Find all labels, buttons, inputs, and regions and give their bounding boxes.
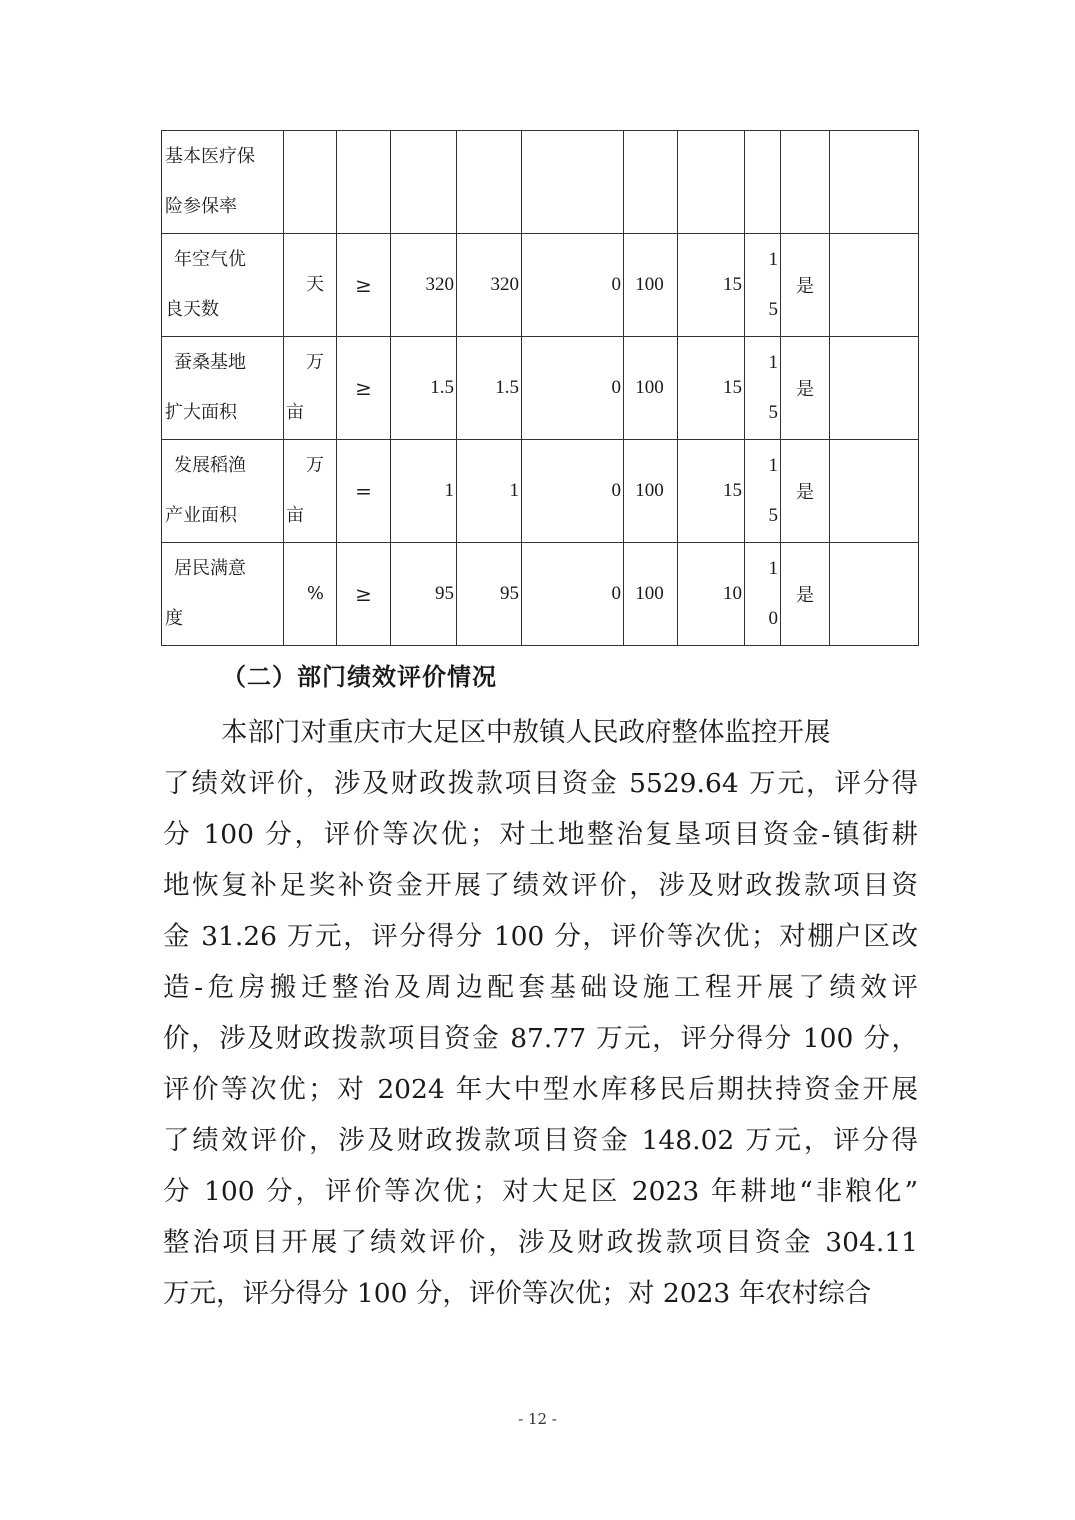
unit-line1: 万 <box>306 352 324 373</box>
indicator-name-cell <box>162 440 284 543</box>
performance-indicator-table <box>161 130 919 646</box>
score-rate-cell: 100 <box>624 337 678 440</box>
paragraph-line: 万元，评分得分 100 分，评价等次优；对 2023 年农村综合 <box>163 1278 872 1309</box>
score-rate-cell: 100 <box>624 543 678 646</box>
operator-cell: ≥ <box>337 543 391 646</box>
paragraph-line: 价，涉及财政拨款项目资金 87.77 万元，评分得分 100 分， <box>163 1023 918 1054</box>
table-row <box>162 337 919 440</box>
paragraph-line: 评价等次优；对 2024 年大中型水库移民后期扶持资金开展 <box>163 1074 918 1105</box>
achieved-cell: 是 <box>781 234 830 337</box>
paragraph-line: 金 31.26 万元，评分得分 100 分，评价等次优；对棚户区改 <box>163 921 918 952</box>
actual-value-cell: 95 <box>457 543 522 646</box>
unit-cell <box>284 234 337 337</box>
weight-cell: 15 <box>678 440 745 543</box>
score-cell <box>745 543 781 646</box>
indicator-name-line1: 居民满意 <box>174 558 246 579</box>
indicator-name-cell <box>162 543 284 646</box>
weight-cell <box>678 131 745 234</box>
unit-line1: % <box>306 583 324 604</box>
operator-cell: ≥ <box>337 234 391 337</box>
indicator-name-line2: 产业面积 <box>165 505 237 526</box>
table-row <box>162 131 919 234</box>
score-cell <box>745 131 781 234</box>
score-rate-cell: 100 <box>624 440 678 543</box>
deviation-cell: 0 <box>522 234 624 337</box>
indicator-name-line1: 年空气优 <box>174 249 246 270</box>
evaluation-paragraph <box>163 707 918 1319</box>
note-cell <box>830 234 919 337</box>
indicator-name-line2: 良天数 <box>165 299 219 320</box>
deviation-cell: 0 <box>522 543 624 646</box>
operator-cell: ≥ <box>337 337 391 440</box>
score-line1: 1 <box>768 352 778 373</box>
paragraph-line: 造-危房搬迁整治及周边配套基础设施工程开展了绩效评 <box>163 972 918 1003</box>
actual-value-cell: 320 <box>457 234 522 337</box>
unit-line2: 亩 <box>286 505 304 526</box>
score-cell <box>745 337 781 440</box>
achieved-cell: 是 <box>781 337 830 440</box>
indicator-name-line1: 蚕桑基地 <box>174 352 246 373</box>
weight-cell: 15 <box>678 337 745 440</box>
weight-cell: 15 <box>678 234 745 337</box>
deviation-cell: 0 <box>522 337 624 440</box>
score-line2: 5 <box>768 299 778 320</box>
score-line1: 1 <box>768 455 778 476</box>
unit-line2: 亩 <box>286 402 304 423</box>
paragraph-line: 地恢复补足奖补资金开展了绩效评价，涉及财政拨款项目资 <box>163 870 918 901</box>
indicator-name-line1: 发展稻渔 <box>174 455 246 476</box>
unit-cell <box>284 131 337 234</box>
note-cell <box>830 543 919 646</box>
unit-line1: 天 <box>306 274 324 295</box>
achieved-cell: 是 <box>781 543 830 646</box>
score-rate-cell: 100 <box>624 234 678 337</box>
score-line1: 1 <box>768 558 778 579</box>
score-rate-cell <box>624 131 678 234</box>
indicator-name-line2: 度 <box>165 608 183 629</box>
indicator-name-line2: 险参保率 <box>165 196 237 217</box>
table-row <box>162 234 919 337</box>
score-cell <box>745 234 781 337</box>
paragraph-line: 了绩效评价，涉及财政拨款项目资金 5529.64 万元，评分得 <box>163 768 918 799</box>
indicator-name-cell <box>162 131 284 234</box>
operator-cell <box>337 131 391 234</box>
weight-cell: 10 <box>678 543 745 646</box>
note-cell <box>830 131 919 234</box>
paragraph-line: 分 100 分，评价等次优；对土地整治复垦项目资金-镇街耕 <box>163 819 918 850</box>
paragraph-line: 整治项目开展了绩效评价，涉及财政拨款项目资金 304.11 <box>163 1227 918 1258</box>
score-line1: 1 <box>768 249 778 270</box>
table-row <box>162 543 919 646</box>
paragraph-line: 了绩效评价，涉及财政拨款项目资金 148.02 万元，评分得 <box>163 1125 918 1156</box>
operator-cell: = <box>337 440 391 543</box>
actual-value-cell: 1.5 <box>457 337 522 440</box>
unit-cell <box>284 440 337 543</box>
note-cell <box>830 440 919 543</box>
table-row <box>162 440 919 543</box>
paragraph-line: 本部门对重庆市大足区中敖镇人民政府整体监控开展 <box>221 717 831 748</box>
actual-value-cell <box>457 131 522 234</box>
section-heading: （二）部门绩效评价情况 <box>222 663 497 691</box>
annual-target-cell <box>391 131 457 234</box>
unit-cell <box>284 337 337 440</box>
deviation-cell <box>522 131 624 234</box>
actual-value-cell: 1 <box>457 440 522 543</box>
achieved-cell: 是 <box>781 440 830 543</box>
paragraph-line: 分 100 分，评价等次优；对大足区 2023 年耕地“非粮化” <box>163 1176 918 1207</box>
indicator-name-cell <box>162 234 284 337</box>
score-line2: 5 <box>768 505 778 526</box>
indicator-name-line2: 扩大面积 <box>165 402 237 423</box>
indicator-name-line1: 基本医疗保 <box>165 146 255 167</box>
annual-target-cell: 95 <box>391 543 457 646</box>
note-cell <box>830 337 919 440</box>
page-number: - 12 - <box>518 1410 557 1428</box>
unit-cell <box>284 543 337 646</box>
unit-line1: 万 <box>306 455 324 476</box>
indicator-name-cell <box>162 337 284 440</box>
achieved-cell <box>781 131 830 234</box>
annual-target-cell: 1.5 <box>391 337 457 440</box>
deviation-cell: 0 <box>522 440 624 543</box>
score-line2: 0 <box>768 608 778 629</box>
annual-target-cell: 320 <box>391 234 457 337</box>
score-cell <box>745 440 781 543</box>
annual-target-cell: 1 <box>391 440 457 543</box>
score-line2: 5 <box>768 402 778 423</box>
